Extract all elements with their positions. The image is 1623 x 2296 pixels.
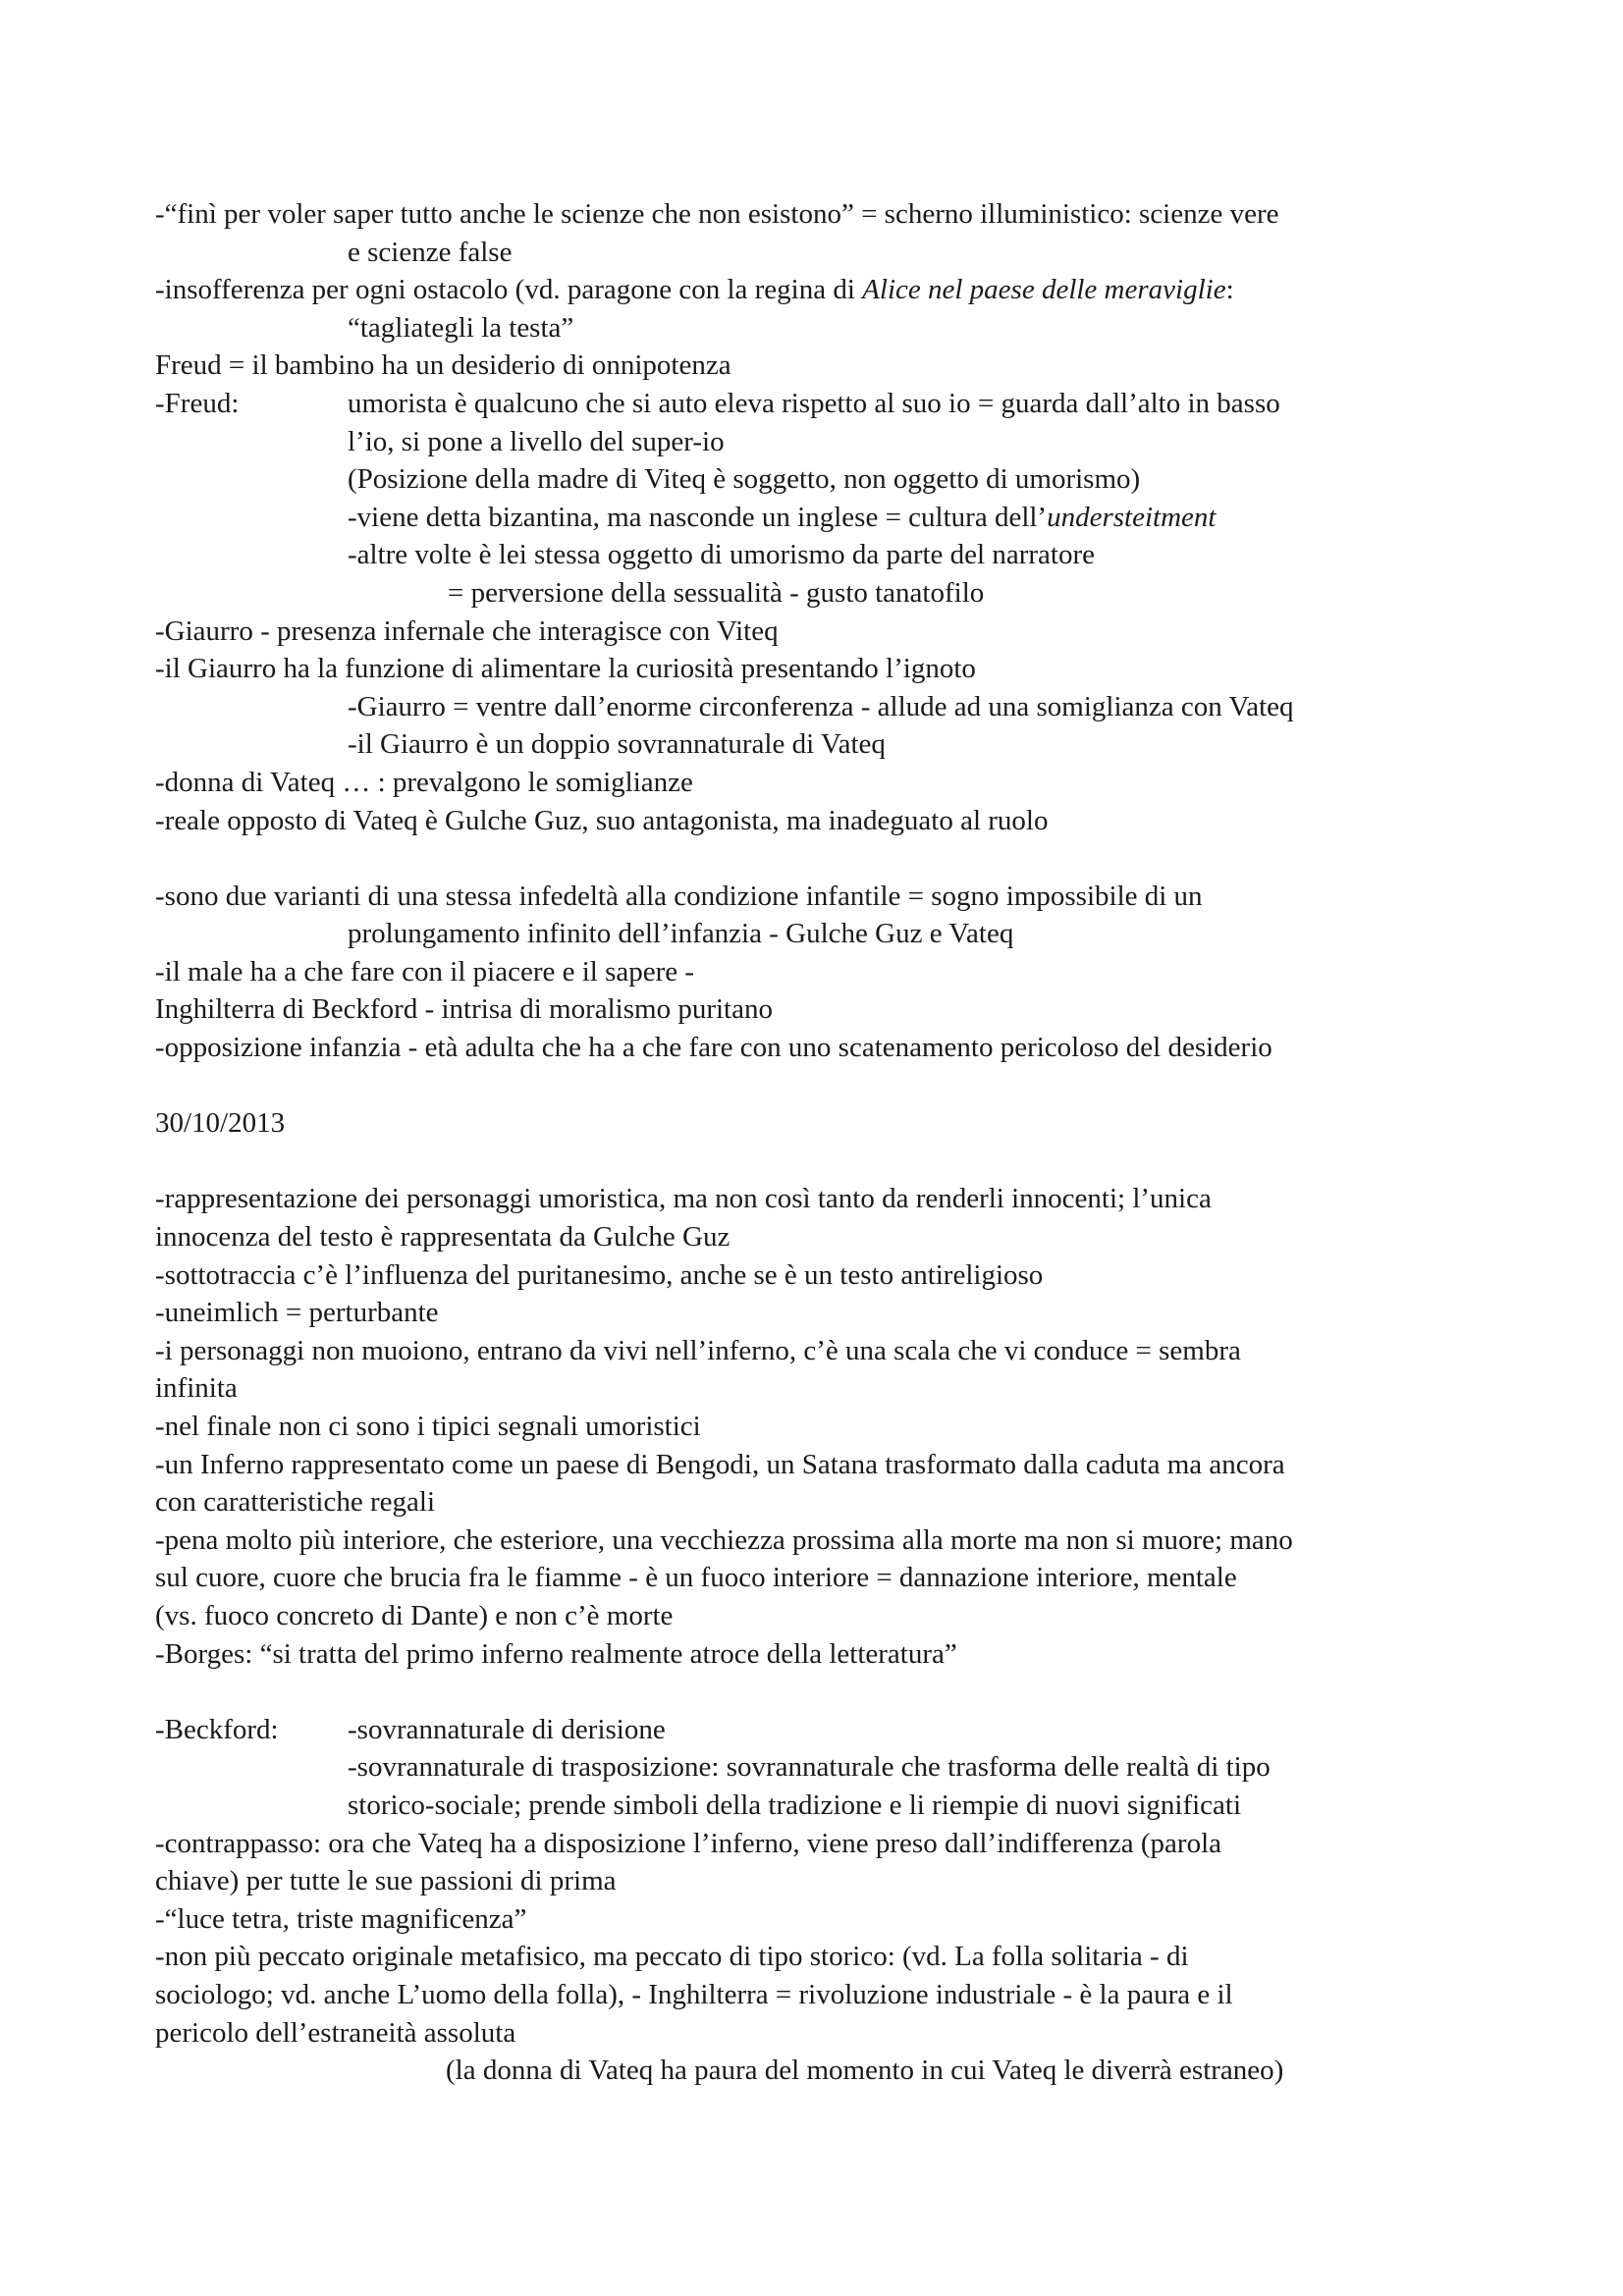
text-line: -Freud: umorista è qualcuno che si auto eleva rispetto al suo io = guarda dall’alto in basso	[155, 385, 1490, 423]
book-title: Alice nel paese delle meraviglie	[862, 274, 1226, 306]
notes-body	[155, 195, 1490, 2090]
text-line: -opposizione infanzia - età adulta che ha a che fare con uno scatenamento pericoloso del desiderio	[155, 1032, 1272, 1064]
text-line: (Posizione della madre di Viteq è soggetto, non oggetto di umorismo)	[348, 463, 1141, 496]
text-line: storico-sociale; prende simboli della tradizione e li riempie di nuovi significati	[348, 1789, 1242, 1821]
line-label: -Beckford:	[155, 1713, 279, 1745]
text-line: -non più peccato originale metafisico, ma peccato di tipo storico: (vd. La folla solitaria - di	[155, 1941, 1189, 1973]
text-line: -sovrannaturale di trasposizione: sovrannaturale che trasforma delle realtà di tipo	[348, 1751, 1271, 1784]
text-line: pericolo dell’estraneità assoluta	[155, 2016, 516, 2049]
text-line: (la donna di Vateq ha paura del momento in cui Vateq le diverrà estraneo)	[446, 2055, 1284, 2087]
date-heading: 30/10/2013	[155, 1107, 286, 1140]
text-line: -il Giaurro è un doppio sovrannaturale di Vateq	[348, 728, 886, 761]
text-line: sociologo; vd. anche L’uomo della folla), - Inghilterra = rivoluzione industriale - è la paura e il	[155, 1978, 1233, 2010]
text-line: sul cuore, cuore che brucia fra le fiamme - è un fuoco interiore = dannazione interiore, mentale	[155, 1562, 1237, 1594]
text-line: -Giaurro - presenza infernale che interagisce con Viteq	[155, 614, 779, 647]
text-line: “tagliategli la testa”	[348, 311, 574, 344]
text-line: -“luce tetra, triste magnificenza”	[155, 1902, 527, 1935]
text-line: Freud = il bambino ha un desiderio di onnipotenza	[155, 349, 731, 382]
text-line: -nel finale non ci sono i tipici segnali umoristici	[155, 1411, 701, 1442]
text-line: prolungamento infinito dell’infanzia - Gulche Guz e Vateq	[348, 918, 1014, 950]
text-line: -un Inferno rappresentato come un paese di Bengodi, un Satana trasformato dalla caduta ma ancora	[155, 1448, 1285, 1480]
text-line: -i personaggi non muoiono, entrano da vivi nell’inferno, c’è una scala che vi conduce = sembra	[155, 1334, 1241, 1366]
text-line: Inghilterra di Beckford - intrisa di moralismo puritano	[155, 993, 773, 1026]
text-line: -sottotraccia c’è l’influenza del puritanesimo, anche se è un testo antireligioso	[155, 1258, 1044, 1291]
text-line: infinita	[155, 1372, 238, 1405]
text-line: chiave) per tutte le sue passioni di prima	[155, 1865, 617, 1897]
text-line: -Giaurro = ventre dall’enorme circonferenza - allude ad una somiglianza con Vateq	[348, 690, 1294, 722]
line-label: -Freud:	[155, 387, 240, 419]
text-line: = perversione della sessualità - gusto tanatofilo	[448, 576, 985, 609]
text-line: -sono due varianti di una stessa infedeltà alla condizione infantile = sogno impossibile di un	[155, 880, 1203, 912]
text-line: -pena molto più interiore, che esteriore, una vecchiezza prossima alla morte ma non si muore; mano	[155, 1523, 1293, 1556]
text-line: -il male ha a che fare con il piacere e il sapere -	[155, 955, 695, 988]
italic-term: understeitment	[1047, 501, 1217, 533]
text-line: -viene detta bizantina, ma nasconde un inglese = cultura dell’understeitment	[348, 501, 1217, 533]
text-line: e scienze false	[348, 236, 513, 268]
text-line: -contrappasso: ora che Vateq ha a disposizione l’inferno, viene preso dall’indifferenza (parola	[155, 1827, 1221, 1859]
text-line: innocenza del testo è rappresentata da Gulche Guz	[155, 1221, 730, 1254]
text-line: -uneimlich = perturbante	[155, 1297, 439, 1329]
text-line: -insofferenza per ogni ostacolo (vd. paragone con la regina di Alice nel paese delle meraviglie:	[155, 274, 1234, 306]
text-line: -donna di Vateq … : prevalgono le somiglianze	[155, 766, 693, 798]
text-line: con caratteristiche regali	[155, 1486, 436, 1519]
text-line: l’io, si pone a livello del super-io	[348, 425, 725, 457]
text-line: (vs. fuoco concreto di Dante) e non c’è morte	[155, 1599, 674, 1631]
text-line: -Beckford: -sovrannaturale di derisione	[155, 1711, 1490, 1749]
text-line: -altre volte è lei stessa oggetto di umorismo da parte del narratore	[348, 539, 1095, 571]
text-line: -“finì per voler saper tutto anche le scienze che non esistono” = scherno illuministico: scienze vere	[155, 198, 1279, 230]
text-line: -reale opposto di Vateq è Gulche Guz, suo antagonista, ma inadeguato al ruolo	[155, 804, 1049, 836]
text-line: -Borges: “si tratta del primo inferno realmente atroce della letteratura”	[155, 1637, 957, 1670]
text-line: -rappresentazione dei personaggi umoristica, ma non così tanto da renderli innocenti; l’unica	[155, 1183, 1212, 1215]
text-line: -il Giaurro ha la funzione di alimentare la curiosità presentando l’ignoto	[155, 653, 976, 685]
